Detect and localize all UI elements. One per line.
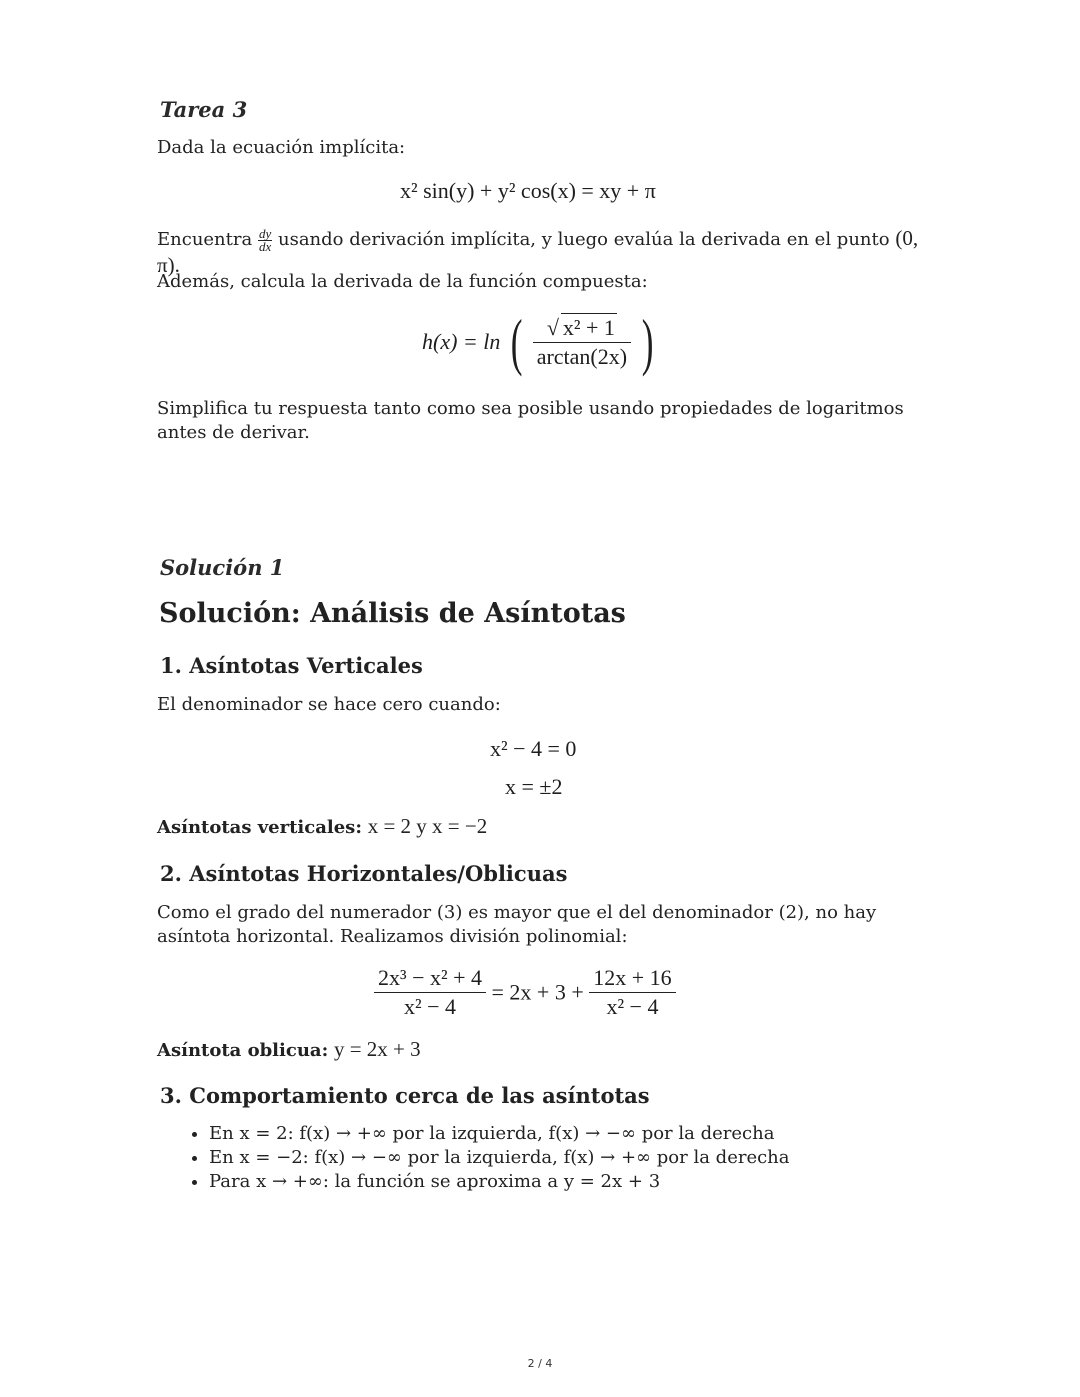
- h-left-side: h(x) = ln: [422, 329, 501, 354]
- tarea-composite-intro: Además, calcula la derivada de la función compuesta:: [157, 271, 648, 292]
- composite-function-equation: [422, 306, 658, 377]
- left-paren: (: [510, 306, 523, 377]
- section-2-result: [157, 1037, 927, 1063]
- dy-dx-fraction: [258, 225, 272, 254]
- section-1-result-value: x = 2 y x = −2: [367, 814, 488, 838]
- section-1-equation-1: x² − 4 = 0: [490, 736, 577, 761]
- solucion-label: Solución 1: [160, 555, 285, 580]
- section-2-title: 2. Asíntotas Horizontales/Oblicuas: [160, 861, 568, 886]
- tarea-label: Tarea 3: [160, 97, 248, 122]
- tarea-simplify-note: Simplifica tu respuesta tanto como sea posible usando propiedades de logaritmos antes de derivar.: [157, 398, 904, 443]
- section-2-text: Como el grado del numerador (3) es mayor que el del denominador (2), no hay asíntota horizontal. Realizamos división polinomial:: [157, 902, 877, 947]
- section-1-equation-2: x = ±2: [505, 774, 563, 799]
- dy-numerator: dy: [258, 225, 272, 241]
- division-fraction-left: [374, 964, 486, 1021]
- tarea-intro: Dada la ecuación implícita:: [157, 137, 406, 158]
- page-number: 2 / 4: [527, 1357, 553, 1370]
- behavior-list: [185, 1122, 790, 1194]
- division-denominator-left: x² − 4: [404, 994, 457, 1019]
- implicit-equation-text: x² sin(y) + y² cos(x) = xy + π: [400, 178, 656, 203]
- implicit-equation: [400, 178, 656, 204]
- section-3-title: 3. Comportamiento cerca de las asíntotas: [160, 1083, 650, 1108]
- polynomial-division-equation: [374, 964, 676, 1021]
- section-1-result: [157, 814, 927, 840]
- section-1-text: El denominador se hace cero cuando:: [157, 694, 501, 715]
- h-numerator: √ x² + 1: [533, 313, 631, 343]
- division-numerator-left: 2x³ − x² + 4: [374, 964, 486, 993]
- list-item: • En x = 2: f(x) → +∞ por la izquierda, f(x) → −∞ por la derecha: [209, 1122, 790, 1146]
- solucion-title: Solución: Análisis de Asíntotas: [159, 598, 626, 629]
- list-item: • En x = −2: f(x) → −∞ por la izquierda, f(x) → +∞ por la derecha: [209, 1146, 790, 1170]
- dx-denominator: dx: [258, 238, 272, 254]
- instruction-after: usando derivación implícita, y luego evalúa la derivada en el punto: [277, 229, 890, 250]
- instruction-before: Encuentra: [157, 229, 253, 250]
- section-2-result-value: y = 2x + 3: [333, 1037, 421, 1061]
- division-denominator-right: x² − 4: [606, 994, 659, 1019]
- list-item: • Para x → +∞: la función se aproxima a y = 2x + 3: [209, 1170, 790, 1194]
- section-1-title: 1. Asíntotas Verticales: [160, 653, 423, 678]
- division-fraction-right: [589, 964, 675, 1021]
- h-denominator: arctan(2x): [536, 344, 628, 369]
- h-sqrt-body: x² + 1: [562, 315, 615, 340]
- division-middle: = 2x + 3 +: [491, 979, 584, 1005]
- right-paren: ): [641, 306, 654, 377]
- h-fraction: [533, 313, 631, 371]
- section-1-result-label: Asíntotas verticales:: [157, 817, 362, 838]
- division-numerator-right: 12x + 16: [589, 964, 675, 993]
- section-2-result-label: Asíntota oblicua:: [157, 1040, 329, 1061]
- evaluation-point: (0, π).: [157, 226, 919, 277]
